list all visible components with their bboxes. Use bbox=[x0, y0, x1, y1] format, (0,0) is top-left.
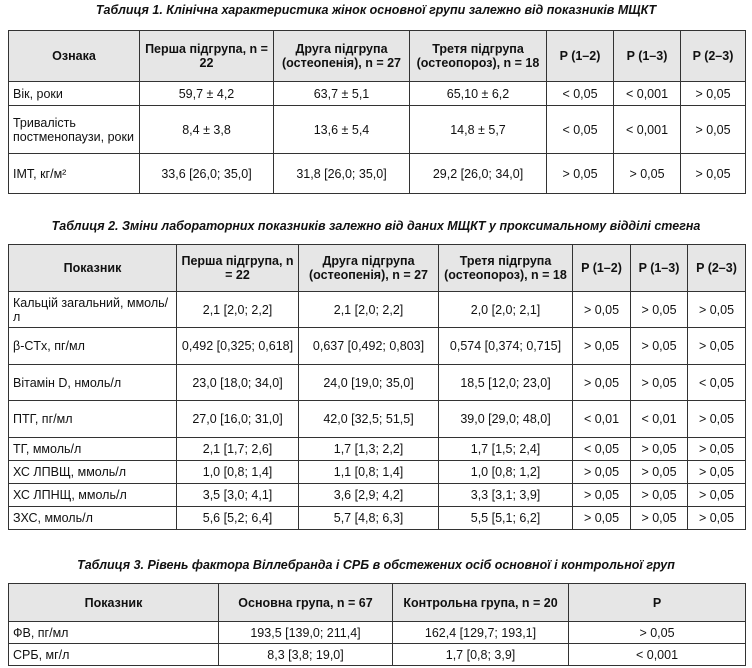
table1-cell: 31,8 [26,0; 35,0] bbox=[274, 154, 410, 194]
table2-header-cell: P (1–2) bbox=[573, 245, 631, 292]
table2-cell: > 0,05 bbox=[631, 484, 688, 507]
table1-cell: < 0,001 bbox=[614, 82, 681, 106]
table3-row-label: ФВ, пг/мл bbox=[9, 622, 219, 644]
table-row bbox=[9, 461, 746, 484]
table1-header-cell: P (2–3) bbox=[681, 31, 746, 82]
table-row bbox=[9, 328, 746, 365]
table2-cell: > 0,05 bbox=[631, 461, 688, 484]
table3-cell: > 0,05 bbox=[569, 622, 746, 644]
table1-cell: < 0,001 bbox=[614, 106, 681, 154]
table3-caption: Таблиця 3. Рівень фактора Віллебранда і СРБ в обстежених осіб основної і контрольної груп bbox=[77, 558, 675, 572]
table2-cell: 5,5 [5,1; 6,2] bbox=[439, 507, 573, 530]
table2-cell: 1,1 [0,8; 1,4] bbox=[299, 461, 439, 484]
table1-header-cell: P (1–2) bbox=[547, 31, 614, 82]
table1-cell: 63,7 ± 5,1 bbox=[274, 82, 410, 106]
table-row bbox=[9, 401, 746, 438]
table1-cell: 33,6 [26,0; 35,0] bbox=[140, 154, 274, 194]
table3-cell: 162,4 [129,7; 193,1] bbox=[393, 622, 569, 644]
table2-cell: < 0,05 bbox=[688, 365, 746, 401]
table2-cell: > 0,05 bbox=[688, 328, 746, 365]
table1-cell: 29,2 [26,0; 34,0] bbox=[410, 154, 547, 194]
table3-cell: 8,3 [3,8; 19,0] bbox=[219, 644, 393, 666]
table2-cell: > 0,05 bbox=[573, 507, 631, 530]
table2-cell: 23,0 [18,0; 34,0] bbox=[177, 365, 299, 401]
table2-cell: > 0,05 bbox=[573, 484, 631, 507]
table1-cell: 59,7 ± 4,2 bbox=[140, 82, 274, 106]
table3-row-label: СРБ, мг/л bbox=[9, 644, 219, 666]
table1-row-label: ІМТ, кг/м² bbox=[9, 154, 140, 194]
table3-cell: < 0,001 bbox=[569, 644, 746, 666]
table2-cell: 2,0 [2,0; 2,1] bbox=[439, 292, 573, 328]
table3-header-cell: Основна група, n = 67 bbox=[219, 584, 393, 622]
table2-cell: < 0,01 bbox=[631, 401, 688, 438]
table2-row-label: ЗХС, ммоль/л bbox=[9, 507, 177, 530]
table2-row-label: Кальцій загальний, ммоль/л bbox=[9, 292, 177, 328]
table1-header-cell: Перша підгрупа, n = 22 bbox=[140, 31, 274, 82]
table2-cell: 39,0 [29,0; 48,0] bbox=[439, 401, 573, 438]
table-row bbox=[9, 154, 746, 194]
table2-cell: 27,0 [16,0; 31,0] bbox=[177, 401, 299, 438]
table2-cell: 0,574 [0,374; 0,715] bbox=[439, 328, 573, 365]
table1-cell: < 0,05 bbox=[547, 82, 614, 106]
table2-cell: > 0,05 bbox=[573, 365, 631, 401]
table2-cell: > 0,05 bbox=[631, 292, 688, 328]
table3-header-cell: Показник bbox=[9, 584, 219, 622]
table2-cell: < 0,05 bbox=[573, 438, 631, 461]
table2-row-label: ПТГ, пг/мл bbox=[9, 401, 177, 438]
table2-cell: > 0,05 bbox=[688, 401, 746, 438]
table1-cell: > 0,05 bbox=[681, 82, 746, 106]
table2-cell: 5,7 [4,8; 6,3] bbox=[299, 507, 439, 530]
table2-row-label: ТГ, ммоль/л bbox=[9, 438, 177, 461]
table2-cell: 0,492 [0,325; 0,618] bbox=[177, 328, 299, 365]
table-row bbox=[9, 644, 746, 666]
table2-cell: 3,5 [3,0; 4,1] bbox=[177, 484, 299, 507]
table1-header-cell: Друга підгрупа (остеопенія), n = 27 bbox=[274, 31, 410, 82]
table1-cell: > 0,05 bbox=[681, 106, 746, 154]
table1-header-cell: Третя підгрупа (остеопороз), n = 18 bbox=[410, 31, 547, 82]
table2-header-cell: P (2–3) bbox=[688, 245, 746, 292]
table2-cell: 1,7 [1,3; 2,2] bbox=[299, 438, 439, 461]
table2-cell: < 0,01 bbox=[573, 401, 631, 438]
table2-header-cell: Третя підгрупа (остеопороз), n = 18 bbox=[439, 245, 573, 292]
table1-row-label: Тривалість постменопаузи, роки bbox=[9, 106, 140, 154]
table3-header-cell: Контрольна група, n = 20 bbox=[393, 584, 569, 622]
table2-cell: 1,0 [0,8; 1,2] bbox=[439, 461, 573, 484]
table2-header-cell: P (1–3) bbox=[631, 245, 688, 292]
table2-cell: > 0,05 bbox=[688, 507, 746, 530]
table1-row-label: Вік, роки bbox=[9, 82, 140, 106]
table2-caption: Таблиця 2. Зміни лабораторних показників залежно від даних МЩКТ у проксимальному відділі стегна bbox=[51, 219, 701, 233]
table2-cell: > 0,05 bbox=[688, 292, 746, 328]
table2-cell: > 0,05 bbox=[688, 438, 746, 461]
table1-cell: 8,4 ± 3,8 bbox=[140, 106, 274, 154]
table-row bbox=[9, 622, 746, 644]
table3-header-cell: P bbox=[569, 584, 746, 622]
table2-cell: 2,1 [2,0; 2,2] bbox=[299, 292, 439, 328]
table2-cell: 3,3 [3,1; 3,9] bbox=[439, 484, 573, 507]
table-row bbox=[9, 82, 746, 106]
table2-row-label: ХС ЛПНЩ, ммоль/л bbox=[9, 484, 177, 507]
table2-cell: 42,0 [32,5; 51,5] bbox=[299, 401, 439, 438]
table-row bbox=[9, 438, 746, 461]
table2-header-cell: Друга підгрупа (остеопенія), n = 27 bbox=[299, 245, 439, 292]
table2-header-cell: Показник bbox=[9, 245, 177, 292]
table3 bbox=[8, 583, 746, 666]
table2-row-label: Вітамін D, нмоль/л bbox=[9, 365, 177, 401]
table3-cell: 193,5 [139,0; 211,4] bbox=[219, 622, 393, 644]
table-row bbox=[9, 365, 746, 401]
table2-cell: 3,6 [2,9; 4,2] bbox=[299, 484, 439, 507]
table1-cell: > 0,05 bbox=[614, 154, 681, 194]
table2-cell: > 0,05 bbox=[631, 365, 688, 401]
table2-cell: 18,5 [12,0; 23,0] bbox=[439, 365, 573, 401]
table1-cell: < 0,05 bbox=[547, 106, 614, 154]
table-row bbox=[9, 507, 746, 530]
table2-cell: > 0,05 bbox=[631, 438, 688, 461]
table3-cell: 1,7 [0,8; 3,9] bbox=[393, 644, 569, 666]
table1-header-cell: P (1–3) bbox=[614, 31, 681, 82]
table2 bbox=[8, 244, 746, 530]
table2-row-label: ХС ЛПВЩ, ммоль/л bbox=[9, 461, 177, 484]
table1-cell: 14,8 ± 5,7 bbox=[410, 106, 547, 154]
table-row bbox=[9, 292, 746, 328]
table1-cell: > 0,05 bbox=[547, 154, 614, 194]
table2-cell: > 0,05 bbox=[631, 507, 688, 530]
table2-cell: > 0,05 bbox=[573, 328, 631, 365]
table2-cell: 1,0 [0,8; 1,4] bbox=[177, 461, 299, 484]
table2-header-cell: Перша підгрупа, n = 22 bbox=[177, 245, 299, 292]
table1-cell: 13,6 ± 5,4 bbox=[274, 106, 410, 154]
table-row bbox=[9, 484, 746, 507]
table1-caption: Таблиця 1. Клінічна характеристика жінок основної групи залежно від показників МЩКТ bbox=[95, 3, 657, 17]
table2-cell: > 0,05 bbox=[573, 461, 631, 484]
table2-cell: 1,7 [1,5; 2,4] bbox=[439, 438, 573, 461]
table2-cell: > 0,05 bbox=[573, 292, 631, 328]
table2-cell: 2,1 [2,0; 2,2] bbox=[177, 292, 299, 328]
table1-cell: 65,10 ± 6,2 bbox=[410, 82, 547, 106]
table2-cell: > 0,05 bbox=[631, 328, 688, 365]
table1 bbox=[8, 30, 746, 194]
table2-row-label: β-CTx, пг/мл bbox=[9, 328, 177, 365]
table1-cell: > 0,05 bbox=[681, 154, 746, 194]
table2-cell: 24,0 [19,0; 35,0] bbox=[299, 365, 439, 401]
table2-cell: > 0,05 bbox=[688, 484, 746, 507]
table2-cell: > 0,05 bbox=[688, 461, 746, 484]
table2-cell: 2,1 [1,7; 2,6] bbox=[177, 438, 299, 461]
table-row bbox=[9, 106, 746, 154]
table1-header-cell: Ознака bbox=[9, 31, 140, 82]
table2-cell: 0,637 [0,492; 0,803] bbox=[299, 328, 439, 365]
table2-cell: 5,6 [5,2; 6,4] bbox=[177, 507, 299, 530]
